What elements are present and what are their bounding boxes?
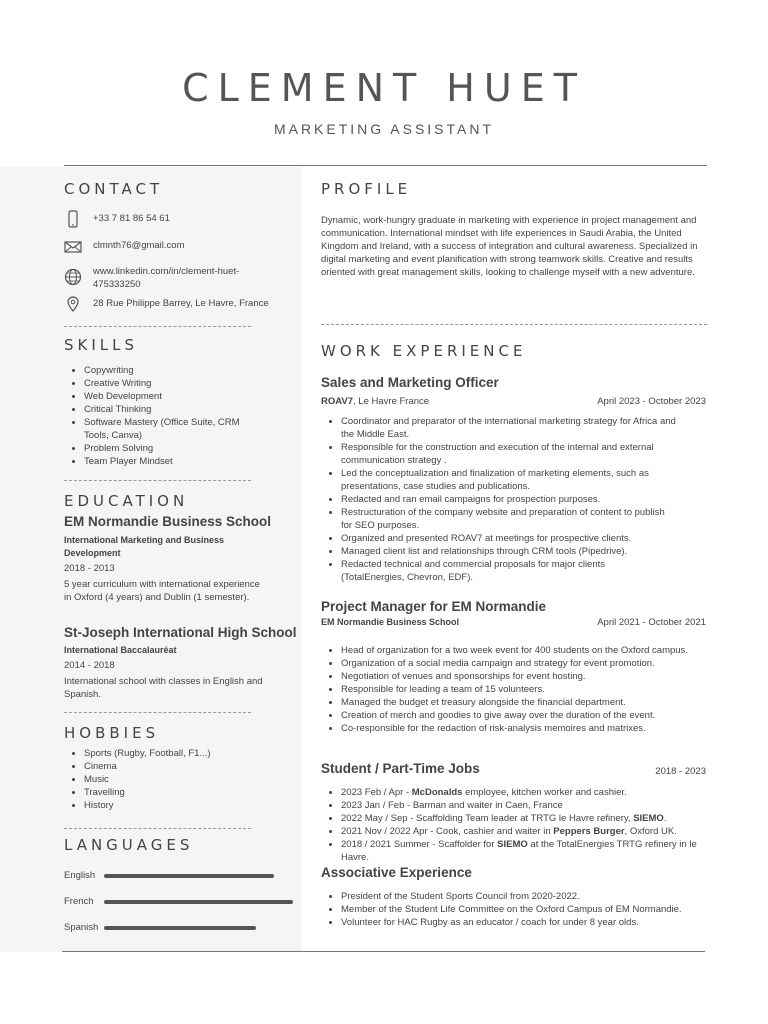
- school-description: International school with classes in English and Spanish.: [64, 676, 263, 700]
- job-dates: April 2021 - October 2021: [597, 617, 706, 628]
- hobbies-list: [64, 747, 274, 812]
- list-item: Team Player Mindset: [64, 455, 274, 468]
- home-address: 28 Rue Philippe Barrey, Le Havre, France: [93, 298, 269, 309]
- job-employer: ROAV7, Le Havre France: [321, 396, 430, 407]
- list-item: Critical Thinking: [64, 403, 274, 416]
- list-item: Member of the Student Life Committee on the Oxford Campus of EM Normandie.: [321, 903, 716, 916]
- job-title: Student / Part-Time Jobs: [321, 761, 480, 776]
- section-divider: [321, 324, 707, 325]
- phone-icon: [64, 210, 82, 228]
- school-years: 2018 - 2013: [64, 563, 115, 574]
- list-item: 2018 / 2021 Summer - Scaffolder for SIEMO at the TotalEnergies TRTG refinery in le Havre.: [321, 838, 711, 864]
- header-divider: [64, 165, 707, 166]
- job-duties-list: [321, 644, 716, 735]
- profile-heading: PROFILE: [321, 180, 412, 198]
- list-item: Music: [64, 773, 274, 786]
- list-item: Organized and presented ROAV7 at meetings for prospective clients.: [321, 532, 716, 545]
- email-icon: [64, 238, 82, 256]
- candidate-role: MARKETING ASSISTANT: [273, 121, 495, 137]
- skills-heading: SKILLS: [64, 336, 139, 354]
- list-item: Cinema: [64, 760, 274, 773]
- student-jobs-list: [321, 786, 716, 864]
- list-item: Web Development: [64, 390, 274, 403]
- list-item: Head of organization for a two week event for 400 students on the Oxford campus.: [321, 644, 701, 657]
- list-item: History: [64, 799, 274, 812]
- job-duties-list: [321, 415, 716, 584]
- list-item: Creation of merch and goodies to give away over the duration of the event.: [321, 709, 716, 722]
- linkedin-url[interactable]: www.linkedin.com/in/clement-huet- 475333250: [93, 266, 240, 290]
- hobbies-heading: HOBBIES: [64, 724, 160, 742]
- list-item: Managed client list and relationships through CRM tools (Pipedrive).: [321, 545, 716, 558]
- language-label: English: [64, 870, 96, 881]
- profile-summary: Dynamic, work-hungry graduate in marketing with experience in project management and communication. International mindset with life experiences in Saudi Arabia, the United Kingdom and Ireland, with a success of integration and cultural awareness. Specialized in digital marketing and event planification with strong teamwork skills. Creative and results oriented with great management skills, looking to challenge myself with a new adventure.: [321, 215, 698, 278]
- list-item: 2021 Nov / 2022 Apr - Cook, cashier and waiter in Peppers Burger, Oxford UK.: [321, 825, 716, 838]
- language-level-bar: [104, 926, 256, 930]
- list-item: Travelling: [64, 786, 274, 799]
- school-program: International Marketing and Business Development: [64, 535, 225, 558]
- globe-icon: [64, 268, 82, 286]
- job-title: Sales and Marketing Officer: [321, 375, 499, 390]
- list-item: President of the Student Sports Council from 2020-2022.: [321, 890, 716, 903]
- email-address[interactable]: clmnth76@gmail.com: [93, 240, 185, 251]
- education-heading: EDUCATION: [64, 492, 189, 510]
- list-item: Copywriting: [64, 364, 274, 377]
- contact-heading: CONTACT: [64, 180, 164, 198]
- language-level-bar: [104, 900, 293, 904]
- list-item: Coordinator and preparator of the international marketing strategy for Africa and the Middle East.: [321, 415, 691, 441]
- candidate-name: CLEMENT HUET: [182, 66, 586, 110]
- list-item: Negotiation of venues and sponsorships for event hosting.: [321, 670, 716, 683]
- list-item: Redacted technical and commercial proposals for major clients (TotalEnergies, Chevron, EDF).: [321, 558, 651, 584]
- work-experience-heading: WORK EXPERIENCE: [321, 342, 527, 360]
- job-title: Project Manager for EM Normandie: [321, 599, 547, 614]
- job-employer: EM Normandie Business School: [321, 617, 460, 627]
- list-item: Volunteer for HAC Rugby as an educator / coach for under 8 year olds.: [321, 916, 716, 929]
- sidebar-divider: [64, 712, 251, 713]
- list-item: Managed the budget et treasury alongside the financial department.: [321, 696, 716, 709]
- job-dates: April 2023 - October 2023: [597, 396, 706, 407]
- list-item: 2023 Jan / Feb - Barman and waiter in Caen, France: [321, 799, 716, 812]
- footer-divider: [62, 951, 705, 952]
- list-item: 2022 May / Sep - Scaffolding Team leader at TRTG le Havre refinery, SIEMO.: [321, 812, 716, 825]
- school-program: International Baccalauréat: [64, 645, 177, 655]
- list-item: Responsible for the construction and execution of the internal and external communication strategy .: [321, 441, 691, 467]
- job-title: Associative Experience: [321, 865, 472, 880]
- list-item: Redacted and ran email campaigns for prospection purposes.: [321, 493, 716, 506]
- school-description: 5 year curriculum with international experience in Oxford (4 years) and Dublin (1 semester).: [64, 579, 260, 603]
- school-years: 2014 - 2018: [64, 660, 115, 671]
- language-label: Spanish: [64, 922, 99, 933]
- language-label: French: [64, 896, 94, 907]
- languages-heading: LANGUAGES: [64, 836, 194, 854]
- list-item: Problem Solving: [64, 442, 274, 455]
- list-item: Restructuration of the company website and preparation of content to publish for SEO purposes.: [321, 506, 671, 532]
- language-level-bar: [104, 874, 274, 878]
- list-item: Software Mastery (Office Suite, CRM Tools, Canva): [64, 416, 264, 442]
- list-item: Led the conceptualization and finalization of marketing elements, such as presentations, case studies and publications.: [321, 467, 691, 493]
- list-item: 2023 Feb / Apr - McDonalds employee, kitchen worker and cashier.: [321, 786, 716, 799]
- associative-list: [321, 890, 716, 929]
- sidebar-divider: [64, 326, 251, 327]
- resume-header: [0, 0, 768, 160]
- school-name: EM Normandie Business School: [64, 514, 272, 529]
- list-item: Organization of a social media campaign and strategy for event promotion.: [321, 657, 716, 670]
- list-item: Co-responsible for the redaction of risk-analysis memoires and matrixes.: [321, 722, 716, 735]
- school-name: St-Joseph International High School: [64, 625, 297, 640]
- phone-number[interactable]: +33 7 81 86 54 61: [93, 213, 170, 224]
- sidebar-divider: [64, 480, 251, 481]
- location-pin-icon: [64, 295, 82, 313]
- skills-list: [64, 364, 274, 468]
- job-dates: 2018 - 2023: [655, 766, 706, 777]
- list-item: Creative Writing: [64, 377, 274, 390]
- list-item: Sports (Rugby, Football, F1...): [64, 747, 274, 760]
- sidebar-divider: [64, 828, 251, 829]
- list-item: Responsible for leading a team of 15 volunteers.: [321, 683, 716, 696]
